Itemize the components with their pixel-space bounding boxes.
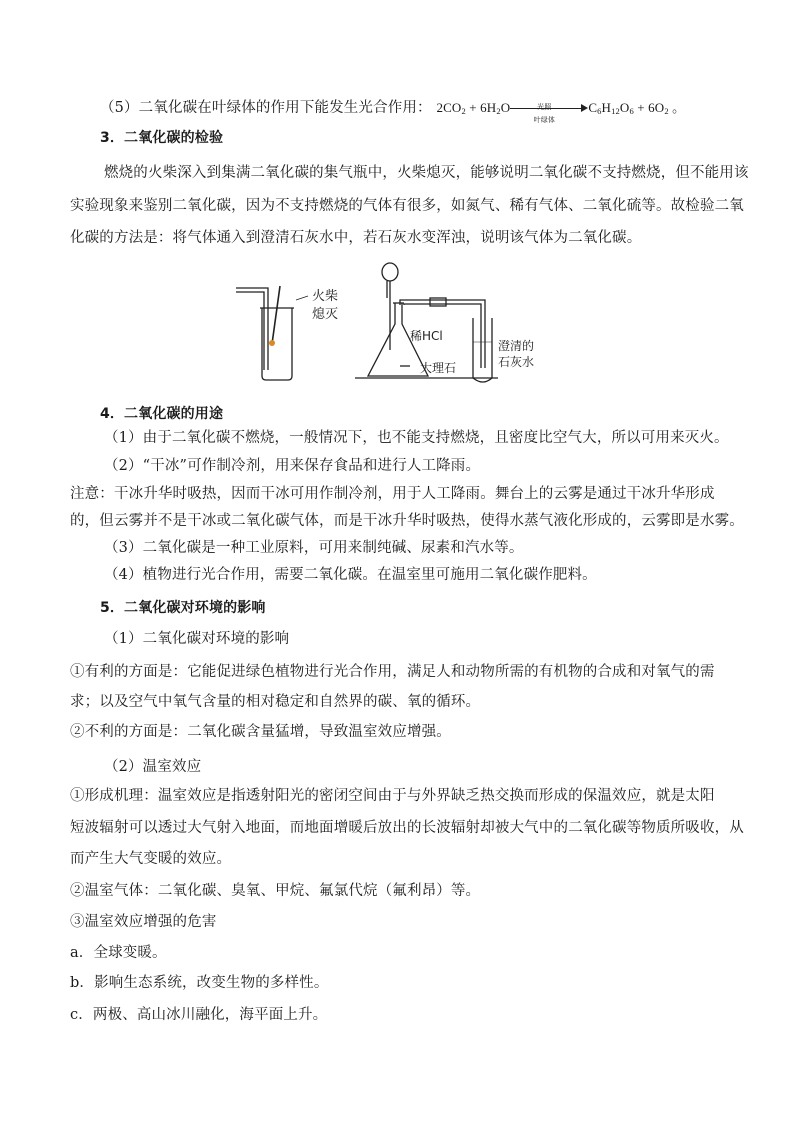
jar-tube [236,288,268,370]
co2-test-apparatus-figure [230,258,560,388]
item5-line [100,98,686,125]
section5-harm-title: ③温室效应增强的危害 [70,914,217,930]
section5-mechanism-line1: ①形成机理：温室效应是指透射阳光的密闭空间由于与外界缺乏热交换而形成的保温效应，就是太阳 [70,788,715,804]
item5-text: （5）二氧化碳在叶绿体的作用下能发生光合作用： [100,100,432,116]
label-limewater-1: 澄清的 [498,339,535,353]
label-dilute-hcl: 稀HCl [410,329,443,343]
section3-paragraph-line2: 实验现象来鉴别二氧化碳，因为不支持燃烧的气体有很多，如氮气、稀有气体、二氧化硫等。故检验二氧 [70,198,744,214]
section5-sub2: （2）温室效应 [104,759,202,775]
section4-note-line2: 的，但云雾并不是干冰或二氧化碳气体，而是干冰升华时吸热，使得水蒸气液化形成的，云雾即是水雾。 [70,513,744,529]
section4-item1: （1）由于二氧化碳不燃烧，一般情况下，也不能支持燃烧，且密度比空气大，所以可用来灭火。 [104,430,729,446]
section5-heading: 5．二氧化碳对环境的影响 [100,600,266,616]
label-match-2: 熄灭 [312,307,339,322]
section4-item3: （3）二氧化碳是一种工业原料，可用来制纯碱、尿素和汽水等。 [104,540,524,556]
section3-paragraph-line1: 燃烧的火柴深入到集满二氧化碳的集气瓶中，火柴熄灭，能够说明二氧化碳不支持燃烧，但不能用该 [104,165,749,181]
section4-item2: （2）“干冰”可作制冷剂，用来保存食品和进行人工降雨。 [104,458,481,474]
match-flame [269,340,275,346]
section5-harm-a: a．全球变暖。 [70,945,167,961]
section5-positive-line2: 求；以及空气中氧气含量的相对稳定和自然界的碳、氧的循环。 [70,694,481,710]
section4-item4: （4）植物进行光合作用，需要二氧化碳。在温室里可施用二氧化碳作肥料。 [104,567,597,583]
label-marble: 大理石 [420,361,457,375]
test-tube [473,318,492,382]
section5-harm-b: b．影响生态系统，改变生物的多样性。 [70,975,329,991]
section3-paragraph-line3: 化碳的方法是：将气体通入到澄清石灰水中，若石灰水变浑浊，说明该气体为二氧化碳。 [70,230,642,246]
separating-funnel [382,263,398,281]
label-match-1: 火柴 [312,289,339,304]
section4-note-line1: 注意：干冰升华时吸热，因而干冰可用作制冷剂，用于人工降雨。舞台上的云雾是通过干冰升华形成 [70,486,715,502]
section3-heading: 3．二氧化碳的检验 [100,130,224,146]
photosynthesis-equation: $2CO_2 + 6H_2O$ 光照 叶绿体 $C_6H_{12}O_6 + 6O_2$ 。 [436,100,685,115]
section5-harm-c: c．两极、高山冰川融化，海平面上升。 [70,1007,328,1023]
section4-heading: 4．二氧化碳的用途 [100,406,224,422]
gas-jar [262,308,292,380]
section5-mechanism-line3: 而产生大气变暖的效应。 [70,851,232,867]
section5-greenhouse-gases: ②温室气体：二氧化碳、臭氧、甲烷、氟氯代烷（氟利昂）等。 [70,883,481,899]
condition-chloroplast: 叶绿体 [533,116,556,125]
section5-mechanism-line2: 短波辐射可以透过大气射入地面，而地面增暖后放出的长波辐射却被大气中的二氧化碳等物质所吸收，从 [70,820,744,836]
section5-sub1: （1）二氧化碳对环境的影响 [104,631,290,647]
reaction-arrow [510,99,588,125]
condition-light: 光照 [537,103,552,112]
match-stick [272,286,280,344]
label-limewater-2: 石灰水 [498,355,535,369]
section5-negative: ②不利的方面是：二氧化碳含量猛增，导致温室效应增强。 [70,724,451,740]
section5-positive-line1: ①有利的方面是：它能促进绿色植物进行光合作用，满足人和动物所需的有机物的合成和对氧气的需 [70,664,715,680]
